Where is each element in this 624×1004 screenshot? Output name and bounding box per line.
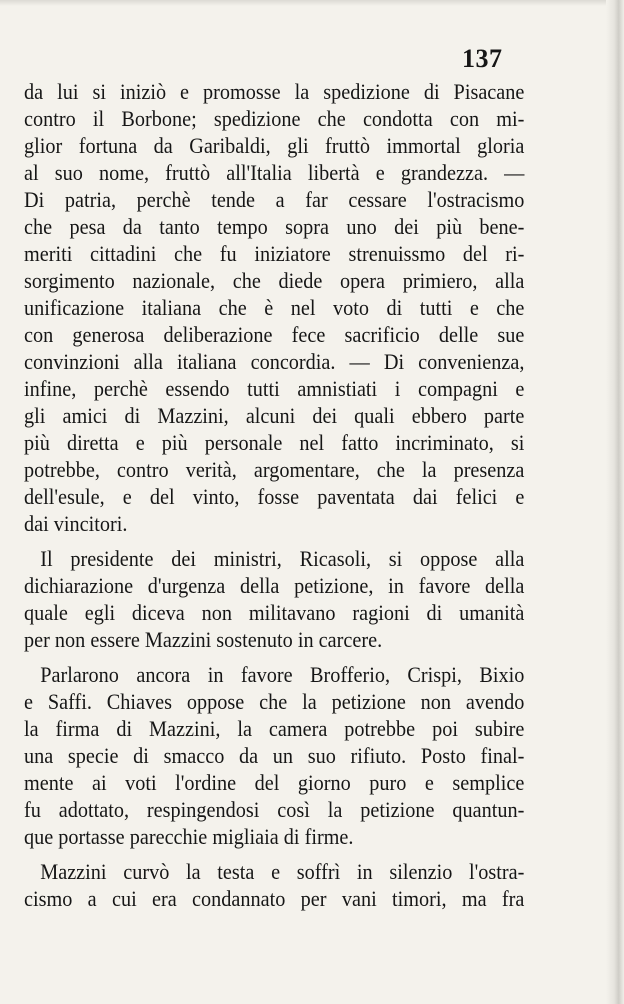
text-line: unificazione italiana che è nel voto di tutti e che [24,295,525,320]
text-line: cismo a cui era condannato per vani timori, ma fra [24,886,525,911]
text-line: quale egli diceva non militavano ragioni di umanità [24,600,525,625]
text-line: dai vincitori. [24,511,128,536]
text-line: convinzioni alla italiana concordia. — Di convenienza, [24,349,525,374]
text-line: Mazzini curvò la testa e soffrì in silenzio l'ostra- [40,859,525,884]
paragraph [24,858,528,912]
text-line: dichiarazione d'urgenza della petizione, in favore della [24,573,525,598]
paragraph-gap [24,850,528,858]
text-line: fu adottato, respingendosi così la petizione quantun- [24,797,525,822]
text-line: per non essere Mazzini sostenuto in carcere. [24,627,383,652]
text-line: meriti cittadini che fu iniziatore strenuissmo del ri- [24,241,525,266]
text-line: que portasse parecchie migliaia di firme. [24,824,354,849]
text-line: glior fortuna da Garibaldi, gli fruttò immortal gloria [24,133,525,158]
body-text [24,78,528,912]
paragraph [24,661,528,850]
text-line: Parlarono ancora in favore Brofferio, Crispi, Bixio [40,662,525,687]
text-line: contro il Borbone; spedizione che condotta con mi- [24,106,525,131]
text-line: che pesa da tanto tempo sopra uno dei più bene- [24,214,525,239]
text-line: gli amici di Mazzini, alcuni dei quali ebbero parte [24,403,525,428]
paragraph [24,78,528,537]
paragraph [24,545,528,653]
text-line: da lui si iniziò e promosse la spedizione di Pisacane [24,79,525,104]
page-top-edge [0,0,624,6]
text-line: con generosa deliberazione fece sacrificio delle sue [24,322,525,347]
text-line: mente ai voti l'ordine del giorno puro e semplice [24,770,525,795]
text-line: sorgimento nazionale, che diede opera primiero, alla [24,268,525,293]
paragraph-gap [24,653,528,661]
text-line: la firma di Mazzini, la camera potrebbe poi subire [24,716,525,741]
page-binding-edge [606,0,624,1004]
text-line: infine, perchè essendo tutti amnistiati i compagni e [24,376,525,401]
page-number: 137 [462,44,503,73]
text-line: potrebbe, contro verità, argomentare, che la presenza [24,457,525,482]
text-line: una specie di smacco da un suo rifiuto. Posto final- [24,743,525,768]
text-line: dell'esule, e del vinto, fosse paventata dai felici e [24,484,525,509]
text-line: e Saffi. Chiaves oppose che la petizione non avendo [24,689,525,714]
text-line: Di patria, perchè tende a far cessare l'ostracismo [24,187,525,212]
text-line: Il presidente dei ministri, Ricasoli, si oppose alla [40,546,525,571]
text-line: al suo nome, fruttò all'Italia libertà e grandezza. — [24,160,525,185]
text-line: più diretta e più personale nel fatto incriminato, si [24,430,525,455]
paragraph-gap [24,537,528,545]
